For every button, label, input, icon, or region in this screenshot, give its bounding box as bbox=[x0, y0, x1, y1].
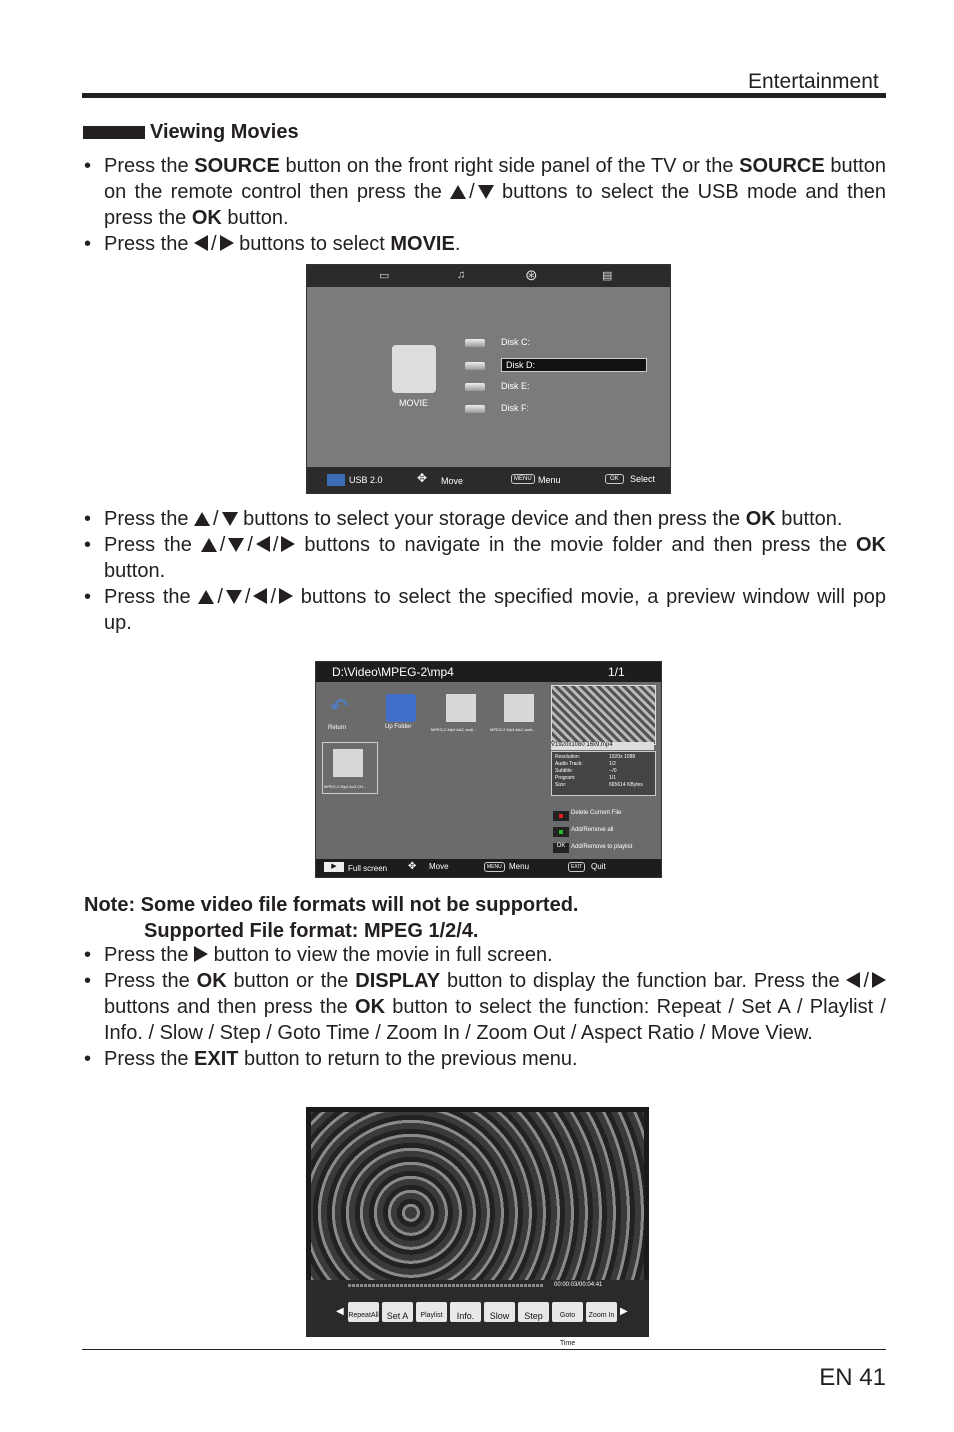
ok-key-icon: OK bbox=[553, 843, 569, 853]
right-arrow-icon bbox=[281, 536, 295, 552]
movie-label: MOVIE bbox=[399, 398, 429, 408]
move-arrows-icon: ✥ bbox=[408, 861, 417, 872]
exit-key-icon: EXIT bbox=[568, 862, 585, 872]
preview-thumbnail bbox=[551, 685, 656, 745]
down-arrow-icon bbox=[226, 590, 242, 604]
left-arrow-icon bbox=[253, 588, 267, 604]
repeat-button[interactable]: RepeatAll bbox=[348, 1302, 379, 1322]
selected-file-tile[interactable]: MPEG-2 Mp4 Ac3 CH... bbox=[322, 742, 378, 794]
step-button[interactable]: Step bbox=[518, 1302, 549, 1322]
up-arrow-icon bbox=[201, 538, 217, 552]
up-folder-icon[interactable] bbox=[386, 694, 416, 722]
screen2-footer: ▶ Full screen ✥ Move MENU Menu EXIT Quit bbox=[316, 859, 661, 877]
playback-screen bbox=[306, 1107, 649, 1347]
file-info-panel: Resolution: Audio Track: Subtitle: Program: Size: 1920x 1088 1/2 --/0 1/1 665614 KBytes bbox=[551, 751, 656, 796]
down-arrow-icon bbox=[228, 538, 244, 552]
page-indicator: 1/1 bbox=[608, 665, 625, 679]
disk-item-selected[interactable]: Disk D: bbox=[465, 358, 647, 372]
menu-key-icon: MENU bbox=[484, 862, 505, 872]
step-select-file: • Press the / / / buttons to select the specified movie, a preview window will pop up. bbox=[84, 586, 886, 634]
path-bar bbox=[316, 662, 661, 682]
menu-key-icon: MENU bbox=[511, 474, 535, 484]
up-folder-label: Up Folder bbox=[385, 724, 412, 730]
video-frame bbox=[311, 1112, 644, 1280]
progress-bar[interactable] bbox=[348, 1284, 544, 1287]
disk-item[interactable]: Disk C: bbox=[465, 337, 530, 347]
step-source: • Press the SOURCE button on the front right side panel of the TV or the SOURCE button on the remote control then press the / buttons to select the USB mode and then press the OK button. bbox=[84, 155, 887, 229]
screen1-footer: USB 2.0 ✥ Move MENU Menu OK Select bbox=[307, 467, 670, 493]
top-rule bbox=[82, 93, 886, 98]
hard-drive-icon bbox=[465, 339, 485, 347]
green-key-icon bbox=[553, 827, 569, 837]
bar-right-arrow-icon[interactable]: ▶ bbox=[620, 1306, 628, 1317]
hard-drive-icon bbox=[465, 405, 485, 413]
info-button[interactable]: Info. bbox=[450, 1302, 481, 1322]
section-header: Entertainment bbox=[748, 70, 879, 93]
steps-b bbox=[84, 506, 886, 636]
bottom-rule bbox=[82, 1349, 886, 1350]
play-key-icon: ▶ bbox=[324, 862, 344, 872]
section-marker bbox=[83, 126, 145, 139]
movie-folder-icon bbox=[392, 345, 436, 393]
slow-button[interactable]: Slow bbox=[484, 1302, 515, 1322]
right-arrow-icon bbox=[279, 588, 293, 604]
goto-time-button[interactable]: Goto Time bbox=[552, 1302, 583, 1322]
note-line-1: Note: Some video file formats will not be supported. bbox=[84, 894, 579, 916]
bar-left-arrow-icon[interactable]: ◀ bbox=[336, 1306, 344, 1317]
return-icon[interactable]: ↶ bbox=[330, 694, 349, 719]
down-arrow-icon bbox=[222, 512, 238, 526]
move-arrows-icon: ✥ bbox=[417, 471, 428, 485]
left-arrow-icon bbox=[256, 536, 270, 552]
up-arrow-icon bbox=[450, 185, 466, 199]
zoom-in-button[interactable]: Zoom In bbox=[586, 1302, 617, 1322]
up-arrow-icon bbox=[194, 512, 210, 526]
playlist-button[interactable]: Playlist bbox=[416, 1302, 447, 1322]
photo-icon[interactable]: ▭ bbox=[379, 270, 390, 282]
page-number: EN 41 bbox=[819, 1364, 886, 1391]
ok-key-icon: OK bbox=[605, 474, 624, 484]
step-function-bar: • Press the OK button or the DISPLAY button to display the function bar. Press the / buttons and then press the OK button to select the function: Repeat / Set A / Playlist / Info. / Slow / Step / Goto Time / Zoom In / Zoom Out / Aspect Ratio / Move View. bbox=[84, 970, 886, 1044]
video-file-icon[interactable] bbox=[504, 694, 534, 722]
down-arrow-icon bbox=[478, 185, 494, 199]
movie-reel-icon[interactable]: ⊛ bbox=[525, 267, 538, 284]
usb-source-screen bbox=[306, 264, 671, 494]
folder-path: D:\Video\MPEG-2\mp4 bbox=[332, 665, 454, 679]
section-title: Viewing Movies bbox=[150, 121, 299, 143]
hard-drive-icon bbox=[465, 383, 485, 391]
video-file-icon[interactable] bbox=[446, 694, 476, 722]
disk-item[interactable]: Disk E: bbox=[465, 381, 530, 391]
file-browser-screen: D:\Video\MPEG-2\mp4 1/1 ↶ Return Up Folder MPEG-2 Mp4 AAC audi... MPEG-2 Mp4 AAC audi... MPEG-2 Mp4 Ac3 CH... V1920x1080 16x9.mp4 Resolution: Audio Track: Subtitle: Program: Size: 1920x 1088 1/2 --/0 1/1 665614 KBytes Delete Current File Add/Remove all OK Add/Remove to playlist ▶ Full screen ✥ Move MENU Menu EXIT Quit bbox=[315, 661, 662, 878]
set-a-button[interactable]: Set A bbox=[382, 1302, 413, 1322]
playback-time: 00:00:03/00:04:41 bbox=[554, 1282, 603, 1288]
hard-drive-icon bbox=[465, 362, 485, 370]
left-arrow-icon bbox=[194, 235, 208, 251]
note-block bbox=[84, 892, 579, 944]
text-file-icon[interactable]: ▤ bbox=[602, 270, 613, 282]
step-full-screen: • Press the button to view the movie in full screen. bbox=[84, 944, 553, 966]
left-arrow-icon bbox=[846, 972, 860, 988]
preview-filename: V1920x1080 16x9.mp4 bbox=[551, 742, 654, 750]
up-arrow-icon bbox=[198, 590, 214, 604]
steps-a bbox=[84, 153, 886, 257]
disk-item[interactable]: Disk F: bbox=[465, 403, 529, 413]
step-navigate-folder: • Press the / / / buttons to navigate in the movie folder and then press the OK button. bbox=[84, 534, 886, 582]
right-arrow-icon bbox=[220, 235, 234, 251]
media-type-bar bbox=[307, 265, 670, 287]
step-select-device: • Press the / buttons to select your storage device and then press the OK button. bbox=[84, 508, 843, 530]
play-icon bbox=[194, 946, 208, 962]
video-file-icon bbox=[333, 749, 363, 777]
right-arrow-icon bbox=[872, 972, 886, 988]
red-key-icon bbox=[553, 811, 569, 821]
music-icon[interactable]: ♫ bbox=[457, 269, 466, 281]
return-label: Return bbox=[328, 725, 347, 731]
step-exit: • Press the EXIT button to return to the previous menu. bbox=[84, 1048, 578, 1070]
steps-c bbox=[84, 942, 886, 1072]
note-line-2: Supported File format: MPEG 1/2/4. bbox=[144, 920, 479, 942]
usb-icon bbox=[327, 474, 345, 486]
step-select-movie: • Press the / buttons to select MOVIE. bbox=[84, 233, 461, 255]
